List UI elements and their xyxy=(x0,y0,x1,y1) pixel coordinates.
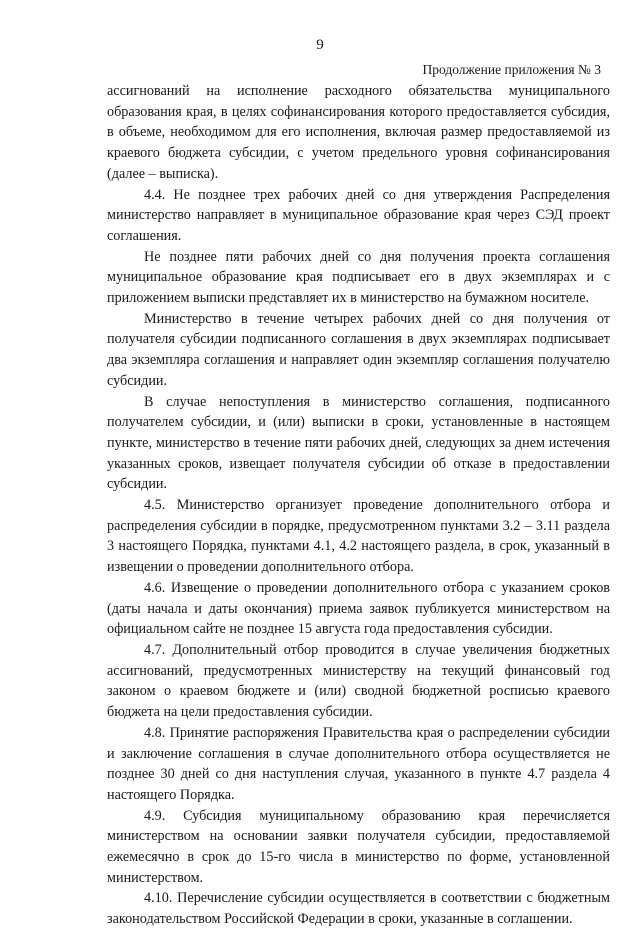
paragraph-4-4: 4.4. Не позднее трех рабочих дней со дня утверждения Распределения министерство направляет в муниципальное образование края через СЭД проект соглашения. xyxy=(107,186,610,244)
paragraph-4-4-refusal: В случае непоступления в министерство соглашения, подписанного получателем субсидии, и (или) выписки в сроки, установленные в настоящем пункте, министерство в течение пяти рабочих дней, следующих за днем истечения указанных сроков, извещает получателя субсидии об отказе в предоставлении субсидии. xyxy=(107,393,610,493)
paragraph-4-8: 4.8. Принятие распоряжения Правительства края о распределении субсидии и заключение соглашения в случае дополнительного отбора осуществляется не позднее 30 дней со дня наступления случая, указанного в пункте 4.7 раздела 4 настоящего Порядка. xyxy=(107,724,610,803)
paragraph-4-9: 4.9. Субсидия муниципальному образованию края перечисляется министерством на основании заявки получателя субсидии, предоставляемой ежемесячно в срок до 15-го числа в министерство по форме, установленной министерством. xyxy=(107,807,610,886)
paragraph-4-7: 4.7. Дополнительный отбор проводится в случае увеличения бюджетных ассигнований, предусмотренных министерству на текущий финансовый год законом о краевом бюджете и (или) сводной бюджетной росписью краевого бюджета на цели предоставления субсидии. xyxy=(107,641,610,721)
paragraph-continuation: ассигнований на исполнение расходного обязательства муниципального образования края, в целях софинансирования которого предоставляется субсидия, в объеме, необходимом для его исполнения, включая размер предоставляемой из краевого бюджета субсидии, с учетом предельного уровня софинансирования (далее – выписка). xyxy=(107,83,610,182)
paragraph-4-4-signing: Не позднее пяти рабочих дней со дня получения проекта соглашения муниципальное образование края подписывает его в двух экземплярах и с приложением выписки представляет их в министерство на бумажном носителе. xyxy=(107,248,610,307)
paragraph-4-5: 4.5. Министерство организует проведение дополнительного отбора и распределения субсидии в порядке, предусмотренном пунктами 3.2 – 3.11 раздела 3 настоящего Порядка, пунктами 4.1, 4.2 настоящего раздела, в срок, указанный в извещении о проведении дополнительного отбора. xyxy=(107,497,610,576)
document-body xyxy=(107,81,610,930)
paragraph-4-10: 4.10. Перечисление субсидии осуществляется в соответствии с бюджетным законодательством Российской Федерации в сроки, указанные в соглашении. xyxy=(107,890,610,928)
paragraph-4-6: 4.6. Извещение о проведении дополнительного отбора с указанием сроков (даты начала и даты окончания) приема заявок публикуется министерством на официальном сайте не позднее 15 августа года предоставления субсидии. xyxy=(107,579,610,638)
page-number: 9 xyxy=(316,37,324,53)
appendix-continuation-note: Продолжение приложения № 3 xyxy=(422,62,601,77)
paragraph-4-4-ministry-signing: Министерство в течение четырех рабочих дней со дня получения от получателя субсидии подписанного соглашения в двух экземплярах подписывает два экземпляра соглашения и направляет один экземпляр соглашения получателю субсидии. xyxy=(107,310,610,389)
